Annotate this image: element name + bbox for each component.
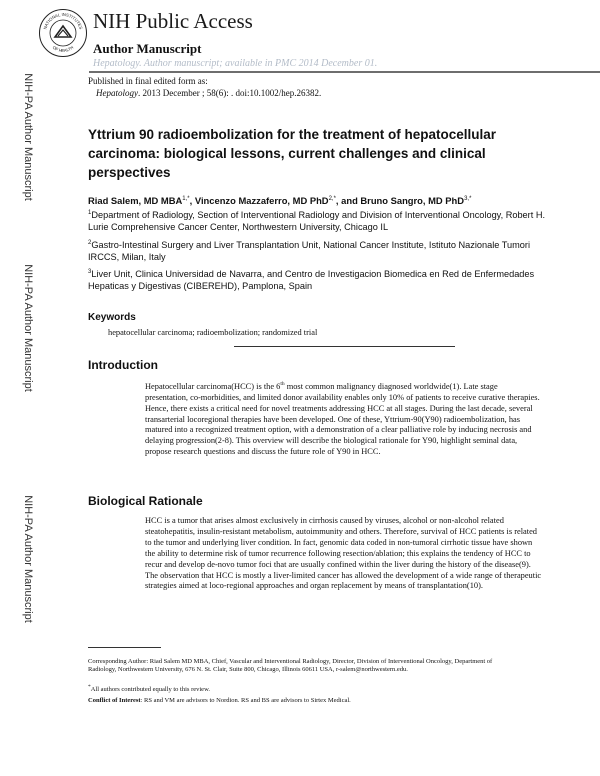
author-name: Vincenzo Mazzaferro, MD PhD [194, 195, 329, 207]
equal-contribution-text: All authors contributed equally to this review. [90, 686, 210, 694]
keywords-list: hepatocellular carcinoma; radioembolization; randomized trial [108, 328, 318, 337]
introduction-heading: Introduction [88, 358, 158, 372]
article-title: Yttrium 90 radioembolization for the treatment of hepatocellular carcinoma: biological lessons, current challenges and clinical perspectives [88, 127, 497, 180]
citation-journal: Hepatology [96, 88, 138, 98]
author-separator: , [189, 195, 195, 207]
nih-public-access-title: NIH Public Access [93, 9, 253, 33]
intro-text-start: Hepatocellular carcinoma(HCC) is the 6 [145, 381, 281, 391]
footnote-divider [88, 647, 161, 648]
intro-text-rest: most common malignancy diagnosed worldwide(1). Late stage presentation, co-morbidities, and limited donor availability enables only 10% of patients to receive curative therapies. Hence, there exists a critical need for novel treatments addressing HCC at all stages. During the last decade, several transarterial locoregional therapies have been developed. One of these, Yttrium-90(Y90) radioembolization, has matured into a recognized treatment option, with a demonstration of a clear palliative role by inducing necrosis and delaying progression(2-8). This overview will describe the biological rationale for Y90, highlight seminal data, propose research questions and discuss the future role of Y90 in HCC. [145, 381, 540, 457]
nih-logo [38, 8, 88, 58]
author-separator: , and [335, 195, 361, 207]
footnote-sup: * [88, 684, 91, 690]
citation-details: . 2013 December ; 58(6): . doi:10.1002/hep.26382. [138, 88, 322, 98]
citation [96, 88, 321, 99]
affiliation [88, 266, 548, 292]
corresponding-author-note: Corresponding Author: Riad Salem MD MBA, Chief, Vascular and Interventional Radiology, Director, Division of Interventional Oncology, Department of Radiology, Northwestern University, 676 N. St. Clair, Suite 800, Chicago, Illinois 60611 USA, r-salem@northwestern.edu. [88, 658, 493, 673]
published-label: Published in final edited form as: [88, 76, 208, 86]
biological-rationale-paragraph: HCC is a tumor that arises almost exclusively in cirrhosis caused by viruses, alcohol or non-alcohol related steatohepatitis, insulin-resistant metabolism, autoimmunity and others. Therefore, survival of HCC patients is related to the tumor and underlying liver condition. In fact, genomic data coded in non-tumoral cirrhotic tissue have shown the ability to determine risk of tumor recurrence following resection/ablation; this explains the tendency of HCC to recur and develop de-novo tumor foci that are usually confined within the liver during the history of the disease(9). The observation that HCC is mostly a liver-limited cancer has allowed the development of a wide range of therapeutic strategies aimed at loco-regional approaches and organ replacement by means of transplantation(10). [145, 516, 542, 591]
biological-rationale-heading: Biological Rationale [88, 494, 203, 508]
affiliation-sup: 2 [88, 240, 92, 246]
affiliation [88, 207, 548, 233]
author-name: Riad Salem, MD MBA [88, 195, 183, 207]
logo-text-top: NATIONAL INSTITUTES [42, 11, 84, 30]
side-stamp-3: NIH-PA Author Manuscript [22, 495, 34, 623]
affiliation [88, 237, 548, 263]
keywords-heading: Keywords [88, 312, 136, 323]
conflict-label: Conflict of Interest [88, 697, 141, 704]
journal-availability-note: Hepatology. Author manuscript; available in PMC 2014 December 01. [93, 58, 378, 69]
header-divider [89, 71, 600, 73]
affiliation-sup: 1 [88, 210, 92, 216]
side-stamp-2: NIH-PA Author Manuscript [22, 264, 34, 392]
side-stamp-1: NIH-PA Author Manuscript [22, 73, 34, 201]
author-name: Bruno Sangro, MD PhD [360, 195, 465, 207]
affiliation-text: Department of Radiology, Section of Interventional Radiology and Division of Interventional Oncology, Robert H. Lurie Comprehensive Cancer Center, Northwestern University, Chicago IL [88, 210, 546, 233]
introduction-paragraph [145, 379, 542, 458]
author-list [88, 193, 548, 207]
affiliation-text: Gastro-Intestinal Surgery and Liver Transplantation Unit, National Cancer Institute, Istituto Nazionale Tumori IRCCS, Milan, Italy [88, 240, 531, 263]
author-sup: 3,* [464, 196, 472, 202]
author-sup: 2,* [328, 196, 336, 202]
affiliation-sup: 3 [88, 269, 92, 275]
keywords-divider [234, 346, 455, 347]
equal-contribution-note [88, 683, 508, 694]
affiliation-text: Liver Unit, Clinica Universidad de Navarra, and Centro de Investigacion Biomedica en Red de Enfermedades Hepaticas y Digestivas (CIBEREHD), Pamplona, Spain [88, 269, 535, 292]
author-sup: 1,* [182, 196, 190, 202]
conflict-text: : RS and VM are advisors to Nordion. RS and BS are advisors to Sirtex Medical. [140, 697, 351, 704]
intro-superscript: th [280, 381, 285, 387]
logo-text-bottom: OF HEALTH [51, 44, 75, 54]
conflict-of-interest-note [88, 697, 508, 705]
author-manuscript-label: Author Manuscript [93, 41, 202, 56]
